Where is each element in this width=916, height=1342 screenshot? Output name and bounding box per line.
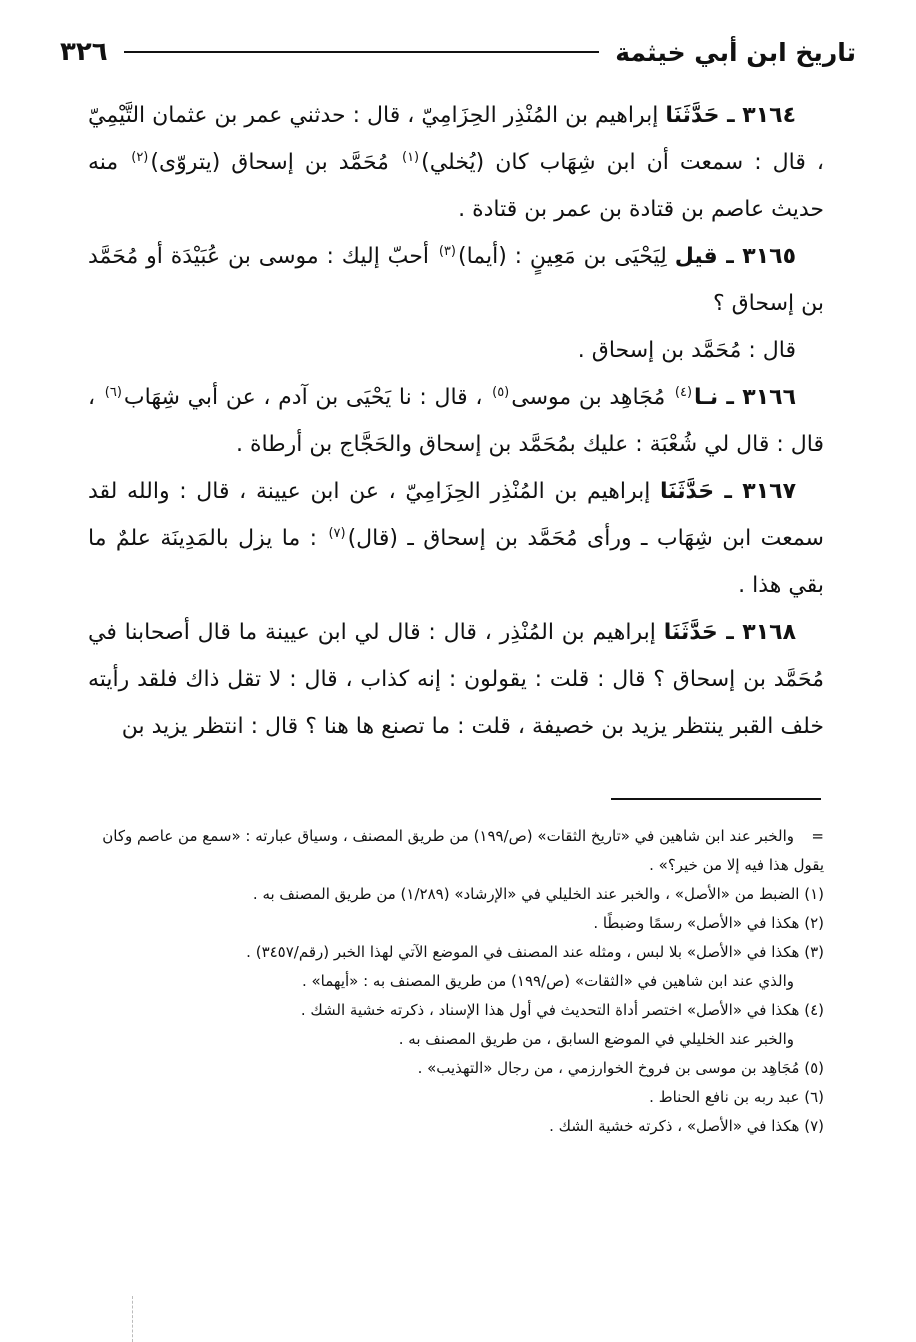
entry-lead: ٣١٦٦ ـ نـا — [694, 385, 797, 410]
footnotes — [98, 822, 824, 1141]
entry-text: إبراهيم بن المُنْذِر ، قال : قال لي ابن عيينة ما قال أصحابنا في مُحَمَّد بن إسحاق ؟ قال : قلت : يقولون : إنه كذاب ، قال : لا تقل ذاك فلقد رأيته خلف القبر ينتظر يزيد بن خصيفة ، قلت : ما تصنع ها هنا ؟ قال : انتظر يزيد بن — [88, 620, 824, 739]
entry-text: ، قال : نا يَحْيَى بن آدم ، عن أبي شِهَاب — [123, 385, 491, 410]
footnote-ref[interactable]: (٦) — [104, 384, 122, 400]
footnote-7: (٧) هكذا في «الأصل» ، ذكرته خشية الشك . — [549, 1117, 824, 1135]
page-header — [60, 32, 856, 72]
footnote-3-continued: والذي عند ابن شاهين في «الثقات» (ص/١٩٩) من طريق المصنف به : «أيهما» . — [301, 972, 794, 990]
entry-lead: ٣١٦٥ ـ قيل — [674, 244, 796, 269]
entry-text: أحبّ إليك : موسى بن عُبَيْدَة أو مُحَمَّد بن إسحاق ؟ — [88, 244, 824, 316]
footnote-1: (١) الضبط من «الأصل» ، والخبر عند الخليلي في «الإرشاد» (١/٢٨٩) من طريق المصنف به . — [252, 885, 824, 903]
footnote-ref[interactable]: (٣) — [438, 243, 456, 259]
entry-text: ، قال : قال لي شُعْبَة : عليك بمُحَمَّد بن إسحاق والحَجَّاج بن أرطاة . — [88, 385, 824, 457]
entry-3164 — [88, 92, 824, 233]
page-number: ٣٢٦ — [60, 37, 108, 67]
main-text — [88, 92, 824, 750]
footnote-ref[interactable]: (٧) — [328, 525, 346, 541]
entry-lead: ٣١٦٧ ـ حَدَّثَنَا — [660, 479, 796, 504]
footnote-continuation — [98, 822, 824, 880]
continuation-mark: = — [811, 827, 824, 845]
footnote-ref[interactable]: (١) — [401, 149, 420, 165]
footnote-separator — [611, 798, 821, 800]
footnote-5: (٥) مُجَاهِد بن موسى بن فروخ الخوارزمي ، من رجال «التهذيب» . — [417, 1059, 824, 1077]
header-rule — [124, 51, 600, 53]
entry-3167 — [88, 468, 824, 609]
entry-text: إبراهيم بن المُنْذِر الحِزَامِيّ ، عن ابن عيينة ، قال : والله لقد سمعت ابن شِهَاب ـ ورأى مُحَمَّد بن إسحاق ـ (قال) — [88, 479, 824, 551]
entry-3165 — [88, 233, 824, 327]
scan-margin-line — [132, 1296, 133, 1342]
footnote-ref[interactable]: (٤) — [674, 384, 693, 400]
entry-lead: ٣١٦٤ ـ حَدَّثَنَا — [665, 103, 797, 128]
running-title: تاريخ ابن أبي خيثمة — [615, 37, 856, 67]
entry-text: لِيَحْيَى بن مَعِينٍ : (أيما) — [457, 244, 675, 269]
entry-text: منه حديث عاصم بن قتادة بن عمر بن قتادة . — [88, 150, 824, 222]
entry-3168 — [88, 609, 824, 750]
footnote-ref[interactable]: (٢) — [131, 149, 149, 165]
footnote-4: (٤) هكذا في «الأصل» اختصر أداة التحديث في أول هذا الإسناد ، ذكرته خشية الشك . — [300, 1001, 824, 1019]
entry-lead: ٣١٦٨ ـ حَدَّثَنَا — [663, 620, 796, 645]
footnote-text: والخبر عند ابن شاهين في «تاريخ الثقات» (ص/١٩٩) من طريق المصنف ، وسياق عبارته : «سمع من عاصم وكان يقول هذا فيه إلا من خير؟» . — [102, 827, 824, 874]
footnote-ref[interactable]: (٥) — [492, 384, 510, 400]
footnote-3: (٣) هكذا في «الأصل» بلا لبس ، ومثله عند المصنف في الموضع الآتي لهذا الخبر (رقم/٣٤٥٧) . — [246, 943, 824, 961]
footnote-2: (٢) هكذا في «الأصل» رسمًا وضبطًا . — [593, 914, 824, 932]
entry-3166 — [88, 374, 824, 468]
footnote-4-continued: والخبر عند الخليلي في الموضع السابق ، من طريق المصنف به . — [398, 1030, 794, 1048]
entry-text: مُجَاهِد بن موسى — [511, 385, 673, 410]
entry-text: : ما يزل بالمَدِينَة علمٌ ما بقي هذا . — [88, 526, 824, 598]
footnote-6: (٦) عبد ربه بن نافع الحناط . — [649, 1088, 824, 1106]
entry-text: إبراهيم بن المُنْذِر الحِزَامِيّ ، قال : حدثني عمر بن عثمان التَّيْمِيّ ، قال : سمعت أن ابن شِهَاب كان (يُخلي) — [88, 103, 824, 175]
entry-3165-reply: قال : مُحَمَّد بن إسحاق . — [577, 338, 796, 363]
entry-text: مُحَمَّد بن إسحاق (يتروّى) — [150, 150, 400, 175]
